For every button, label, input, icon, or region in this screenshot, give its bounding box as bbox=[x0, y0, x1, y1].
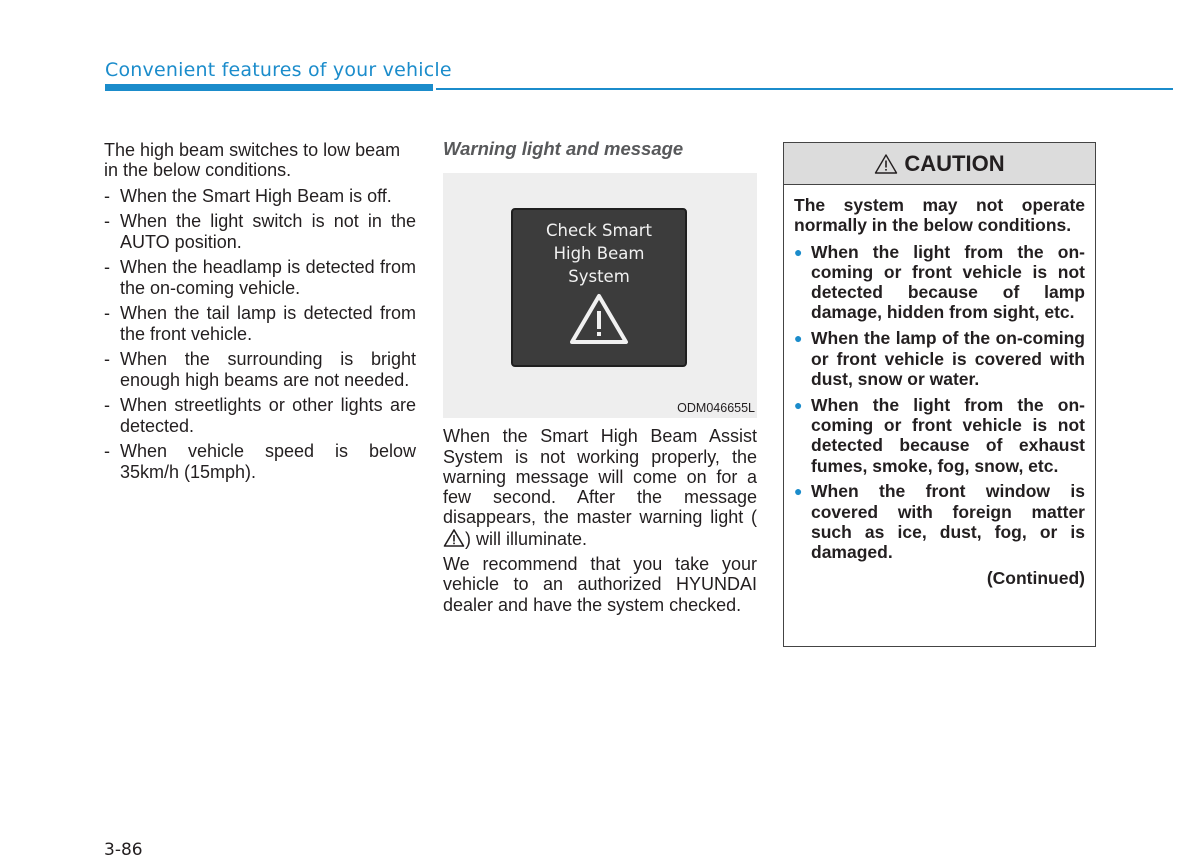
middle-column bbox=[443, 139, 757, 620]
caution-box bbox=[783, 142, 1096, 647]
display-line: High Beam bbox=[553, 244, 645, 264]
caution-bullet: ● When the lamp of the on-coming or front vehicle is covered with dust, snow or water. bbox=[794, 328, 1085, 389]
caution-body bbox=[784, 185, 1095, 588]
warning-triangle-icon bbox=[568, 292, 630, 346]
display-line: System bbox=[568, 267, 630, 287]
subheading: Warning light and message bbox=[443, 138, 684, 159]
master-warning-icon bbox=[443, 528, 465, 548]
cluster-display bbox=[511, 208, 687, 367]
caution-title: CAUTION bbox=[904, 150, 1005, 176]
warning-message-figure bbox=[443, 173, 757, 418]
list-item: - When streetlights or other lights are detected. bbox=[104, 395, 416, 436]
list-item: - When the light switch is not in the AUTO position. bbox=[104, 211, 416, 252]
body-paragraph: When the Smart High Beam Assist System is not working properly, the warning message will come on for a few second. After the message disappears, the master warning light () will illuminate. bbox=[443, 426, 757, 549]
list-item: - When the headlamp is detected from the on-coming vehicle. bbox=[104, 257, 416, 298]
caution-triangle-icon bbox=[874, 153, 898, 175]
continued-label: (Continued) bbox=[986, 568, 1085, 589]
list-item: - When the surrounding is bright enough high beams are not needed. bbox=[104, 349, 416, 390]
figure-code: ODM046655L bbox=[677, 401, 755, 415]
page-number: 3-86 bbox=[104, 840, 143, 860]
caution-bullet: ● When the light from the on-coming or front vehicle is not detected because of lamp damage, hidden from sight, etc. bbox=[794, 241, 1085, 323]
caution-header bbox=[784, 143, 1095, 185]
header-rule bbox=[436, 88, 1173, 90]
intro-paragraph: The high beam switches to low beam in the below conditions. bbox=[104, 140, 401, 181]
list-item: - When the Smart High Beam is off. bbox=[104, 185, 392, 206]
section-header-title: Convenient features of your vehicle bbox=[105, 59, 452, 81]
left-column bbox=[104, 140, 416, 487]
caution-bullet: ● When the front window is covered with foreign matter such as ice, dust, fog, or is damaged. bbox=[794, 481, 1085, 563]
list-item: - When vehicle speed is below 35km/h (15mph). bbox=[104, 441, 416, 482]
body-paragraph: We recommend that you take your vehicle to an authorized HYUNDAI dealer and have the system checked. bbox=[443, 554, 757, 615]
header-accent-bar bbox=[105, 84, 433, 91]
caution-intro: The system may not operate normally in the below conditions. bbox=[794, 195, 1085, 236]
list-item: - When the tail lamp is detected from the front vehicle. bbox=[104, 303, 416, 344]
caution-bullet: ● When the light from the on-coming or front vehicle is not detected because of exhaust fumes, smoke, fog, snow, etc. bbox=[794, 394, 1085, 476]
display-line: Check Smart bbox=[546, 221, 652, 241]
